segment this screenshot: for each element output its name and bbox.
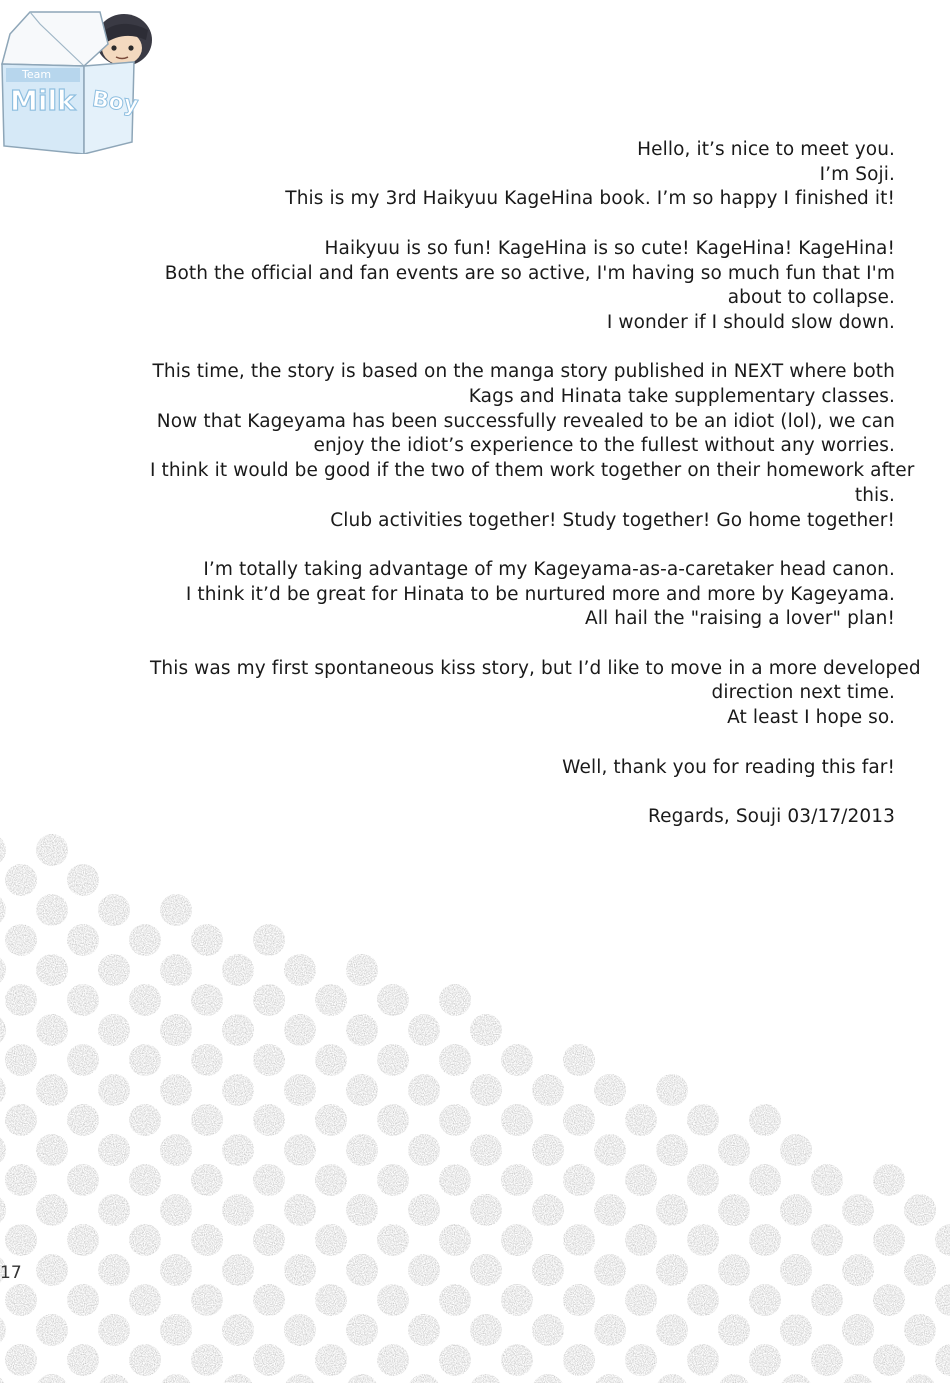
polka-dot	[501, 1044, 533, 1076]
polka-dot	[5, 984, 37, 1016]
polka-dot	[346, 1374, 378, 1383]
polka-dot	[315, 1164, 347, 1196]
polka-dot	[0, 1074, 6, 1106]
polka-dot	[470, 1314, 502, 1346]
paragraph-gap	[150, 731, 895, 756]
text-line: this.	[854, 484, 895, 506]
polka-dot	[346, 1254, 378, 1286]
polka-dot	[191, 1284, 223, 1316]
text-line: This is my 3rd Haikyuu KageHina book. I’m so happy I finished it!	[285, 188, 895, 210]
polka-dot	[470, 1194, 502, 1226]
polka-dot	[36, 1194, 68, 1226]
polka-dot	[873, 1224, 905, 1256]
polka-dot	[873, 1344, 905, 1376]
polka-dot	[160, 1314, 192, 1346]
polka-dot	[315, 1104, 347, 1136]
polka-dot	[904, 1374, 936, 1383]
paragraph-gap	[150, 780, 895, 805]
polka-dot	[532, 1314, 564, 1346]
polka-dot	[0, 1314, 6, 1346]
polka-dot	[811, 1284, 843, 1316]
polka-dot	[594, 1074, 626, 1106]
polka-dot	[160, 1134, 192, 1166]
polka-dot	[5, 864, 37, 896]
polka-dot	[377, 1284, 409, 1316]
polka-dot	[253, 984, 285, 1016]
polka-dot	[563, 1344, 595, 1376]
polka-dot	[160, 954, 192, 986]
polka-dot	[67, 1044, 99, 1076]
polka-dot	[98, 894, 130, 926]
polka-dot	[625, 1104, 657, 1136]
paragraph	[150, 360, 915, 533]
polka-dot	[98, 1254, 130, 1286]
polka-dot	[67, 864, 99, 896]
polka-dot	[253, 1164, 285, 1196]
polka-dot	[0, 1134, 6, 1166]
polka-dot	[904, 1194, 936, 1226]
polka-dot	[129, 1344, 161, 1376]
polka-dot	[98, 1014, 130, 1046]
polka-dot	[36, 1074, 68, 1106]
polka-dot	[67, 984, 99, 1016]
text-line: I’m totally taking advantage of my Kageyama-as-a-caretaker head canon.	[203, 558, 895, 580]
polka-dot	[36, 1254, 68, 1286]
polka-dot	[935, 1284, 950, 1316]
polka-dot	[594, 1314, 626, 1346]
polka-dot	[625, 1164, 657, 1196]
polka-dot	[408, 1134, 440, 1166]
paragraph-gap	[150, 336, 895, 361]
polka-dot	[5, 1224, 37, 1256]
polka-dot	[563, 1224, 595, 1256]
polka-dot	[408, 1194, 440, 1226]
polka-dot	[749, 1104, 781, 1136]
polka-dot	[439, 1164, 471, 1196]
polka-dot	[67, 1344, 99, 1376]
polka-dot	[656, 1134, 688, 1166]
polka-dot	[98, 1314, 130, 1346]
polka-dot	[36, 1374, 68, 1383]
text-line: Kags and Hinata take supplementary classes.	[468, 386, 895, 407]
polka-dot	[377, 984, 409, 1016]
polka-dot	[718, 1194, 750, 1226]
polka-dot	[873, 1284, 905, 1316]
polka-dot	[656, 1074, 688, 1106]
polka-dot	[408, 1014, 440, 1046]
polka-dot	[811, 1344, 843, 1376]
text-line: All hail the "raising a lover" plan!	[585, 608, 895, 630]
polka-dot	[780, 1314, 812, 1346]
polka-dot	[160, 1014, 192, 1046]
polka-dot	[563, 1284, 595, 1316]
text-line: about to collapse.	[727, 287, 895, 309]
polka-dot	[408, 1074, 440, 1106]
polka-dot	[594, 1254, 626, 1286]
polka-dot	[36, 1314, 68, 1346]
polka-dot	[5, 1104, 37, 1136]
polka-dot	[191, 984, 223, 1016]
polka-dot	[532, 1074, 564, 1106]
text-line: I wonder if I should slow down.	[606, 311, 895, 333]
polka-dot	[346, 1014, 378, 1046]
polka-dot	[222, 1314, 254, 1346]
polka-dot	[67, 924, 99, 956]
polka-dot	[67, 1284, 99, 1316]
polka-dot	[98, 1374, 130, 1383]
text-line: Club activities together! Study together! Go home together!	[330, 509, 895, 531]
polka-dot	[470, 1074, 502, 1106]
polka-dot	[222, 1194, 254, 1226]
polka-dot	[439, 984, 471, 1016]
polka-dot	[222, 1374, 254, 1383]
polka-dot	[284, 1074, 316, 1106]
polka-dot	[129, 924, 161, 956]
text-line: At least I hope so.	[727, 707, 895, 729]
polka-dot	[563, 1104, 595, 1136]
paragraph-gap	[150, 212, 895, 237]
polka-dot	[780, 1194, 812, 1226]
text-line: I’m Soji.	[819, 163, 895, 185]
polka-dot	[0, 954, 6, 986]
polka-dot	[780, 1254, 812, 1286]
polka-dot	[408, 1254, 440, 1286]
polka-dot	[625, 1224, 657, 1256]
polka-dot	[36, 894, 68, 926]
polka-dot	[377, 1044, 409, 1076]
paragraph	[150, 657, 921, 731]
polka-dot	[191, 1344, 223, 1376]
polka-dot	[439, 1104, 471, 1136]
polka-dot	[718, 1254, 750, 1286]
polka-dot	[718, 1134, 750, 1166]
polka-dot	[780, 1374, 812, 1383]
polka-dot	[563, 1044, 595, 1076]
page-number: 17	[0, 1263, 22, 1283]
polka-dot	[0, 1194, 6, 1226]
polka-dot	[5, 1344, 37, 1376]
polka-dot	[315, 1344, 347, 1376]
text-line: This was my first spontaneous kiss story, but I’d like to move in a more developed	[150, 657, 921, 679]
polka-dot	[222, 1134, 254, 1166]
polka-dot	[191, 1104, 223, 1136]
polka-dot	[253, 1344, 285, 1376]
polka-dot	[160, 894, 192, 926]
polka-dot	[439, 1044, 471, 1076]
polka-dot	[687, 1284, 719, 1316]
text-line: direction next time.	[711, 682, 895, 704]
polka-dot	[5, 1164, 37, 1196]
polka-dot	[718, 1314, 750, 1346]
polka-dot	[98, 1194, 130, 1226]
polka-dot	[811, 1164, 843, 1196]
polka-dot	[5, 1284, 37, 1316]
text-line: I think it’d be great for Hinata to be nurtured more and more by Kageyama.	[185, 583, 895, 605]
polka-dot	[0, 834, 6, 866]
polka-dot	[439, 1344, 471, 1376]
polka-dot	[439, 1224, 471, 1256]
polka-dot	[935, 1224, 950, 1256]
polka-dot	[377, 1164, 409, 1196]
polka-dot	[532, 1134, 564, 1166]
polka-dot	[129, 984, 161, 1016]
polka-dot	[222, 1014, 254, 1046]
polka-dot	[284, 954, 316, 986]
team-milk-boy-logo	[0, 4, 160, 154]
polka-dot	[935, 1344, 950, 1376]
polka-dot	[408, 1314, 440, 1346]
polka-dot	[501, 1164, 533, 1196]
polka-dot	[98, 1074, 130, 1106]
paragraph	[150, 558, 895, 632]
polka-dot	[284, 1374, 316, 1383]
polka-dot	[780, 1134, 812, 1166]
polka-dot	[160, 1374, 192, 1383]
polka-dot	[904, 1314, 936, 1346]
polka-dot	[222, 1074, 254, 1106]
polka-dot	[873, 1164, 905, 1196]
polka-dot	[749, 1224, 781, 1256]
polka-dot	[129, 1164, 161, 1196]
polka-dot	[5, 924, 37, 956]
afterword-text	[150, 138, 921, 830]
polka-dot	[67, 1164, 99, 1196]
polka-dot	[749, 1344, 781, 1376]
polka-dot	[594, 1134, 626, 1166]
polka-dot	[284, 1314, 316, 1346]
polka-dot	[253, 924, 285, 956]
text-line: I think it would be good if the two of them work together on their homework after	[150, 460, 915, 482]
polka-dot	[346, 1194, 378, 1226]
polka-dot	[625, 1344, 657, 1376]
polka-dot	[439, 1284, 471, 1316]
text-line: Regards, Souji 03/17/2013	[648, 805, 895, 827]
polka-dot	[253, 1104, 285, 1136]
paragraph-gap	[150, 632, 895, 657]
polka-dot	[749, 1284, 781, 1316]
polka-dot	[0, 1374, 6, 1383]
polka-dot	[656, 1314, 688, 1346]
polka-dot	[36, 1134, 68, 1166]
polka-dot	[284, 1014, 316, 1046]
polka-dot	[811, 1224, 843, 1256]
polka-dot	[129, 1224, 161, 1256]
polka-dot	[0, 894, 6, 926]
polka-dot	[129, 1284, 161, 1316]
text-line: enjoy the idiot’s experience to the fullest without any worries.	[313, 435, 895, 457]
polka-dot	[222, 1254, 254, 1286]
polka-dot	[408, 1374, 440, 1383]
polka-dot	[315, 1284, 347, 1316]
polka-dot	[284, 1194, 316, 1226]
text-line: Well, thank you for reading this far!	[562, 756, 895, 778]
polka-dot	[36, 834, 68, 866]
polka-dot	[191, 1224, 223, 1256]
polka-dot	[470, 1134, 502, 1166]
polka-dot	[5, 1044, 37, 1076]
polka-dot	[501, 1284, 533, 1316]
polka-dot	[377, 1104, 409, 1136]
polka-dot	[563, 1164, 595, 1196]
polka-dot	[315, 1224, 347, 1256]
polka-dot	[377, 1224, 409, 1256]
polka-dot	[160, 1254, 192, 1286]
polka-dot	[129, 1044, 161, 1076]
polka-dot	[470, 1254, 502, 1286]
polka-dot	[842, 1374, 874, 1383]
polka-dot	[501, 1344, 533, 1376]
polka-dot	[656, 1374, 688, 1383]
polka-dot	[253, 1284, 285, 1316]
polka-dot	[98, 954, 130, 986]
logo-milk-text: Milk	[10, 84, 76, 117]
logo-boy-text: Boy	[90, 86, 140, 119]
polka-dot	[842, 1254, 874, 1286]
polka-dot	[253, 1044, 285, 1076]
polka-dot	[718, 1374, 750, 1383]
polka-dot	[904, 1254, 936, 1286]
polka-dot	[346, 1134, 378, 1166]
text-line: Haikyuu is so fun! KageHina is so cute! KageHina! KageHina!	[324, 237, 895, 259]
polka-dot	[656, 1254, 688, 1286]
polka-dot	[98, 1134, 130, 1166]
polka-dot	[67, 1104, 99, 1136]
polka-dot	[67, 1224, 99, 1256]
polka-dot	[625, 1284, 657, 1316]
paragraph	[150, 805, 895, 830]
paragraph	[150, 756, 895, 781]
polka-dot	[160, 1074, 192, 1106]
polka-dot	[36, 1014, 68, 1046]
polka-dot	[470, 1014, 502, 1046]
polka-dot	[253, 1224, 285, 1256]
polka-dot	[501, 1224, 533, 1256]
polka-dot	[470, 1374, 502, 1383]
polka-dot	[191, 1044, 223, 1076]
text-line: This time, the story is based on the manga story published in NEXT where both	[152, 361, 895, 383]
polka-dot	[284, 1254, 316, 1286]
polka-dot	[222, 954, 254, 986]
polka-dot	[160, 1194, 192, 1226]
polka-dot	[842, 1194, 874, 1226]
polka-dot	[687, 1344, 719, 1376]
polka-dot	[656, 1194, 688, 1226]
polka-dot	[501, 1104, 533, 1136]
polka-dot	[687, 1224, 719, 1256]
polka-dot	[377, 1344, 409, 1376]
polka-dot	[749, 1164, 781, 1196]
polka-dot	[36, 954, 68, 986]
polka-dot	[594, 1374, 626, 1383]
polka-dot	[346, 954, 378, 986]
polka-dot	[842, 1314, 874, 1346]
paragraph-gap	[150, 533, 895, 558]
text-line: Hello, it’s nice to meet you.	[637, 139, 895, 160]
polka-dot	[346, 1074, 378, 1106]
polka-dot	[687, 1164, 719, 1196]
polka-dot	[191, 924, 223, 956]
text-line: Now that Kageyama has been successfully revealed to be an idiot (lol), we can	[156, 410, 895, 432]
polka-dot	[0, 1014, 6, 1046]
logo-team-text: Team	[22, 68, 52, 81]
polka-dot	[532, 1194, 564, 1226]
polka-dot	[191, 1164, 223, 1196]
polka-dot	[315, 1044, 347, 1076]
polka-dot	[346, 1314, 378, 1346]
polka-dot	[594, 1194, 626, 1226]
text-line: Both the official and fan events are so active, I'm having so much fun that I'm	[164, 262, 895, 284]
polka-dot	[129, 1104, 161, 1136]
paragraph	[150, 237, 895, 336]
polka-dot	[532, 1374, 564, 1383]
polka-dot	[687, 1104, 719, 1136]
polka-dot	[532, 1254, 564, 1286]
polka-dot	[315, 984, 347, 1016]
polka-dot	[284, 1134, 316, 1166]
paragraph	[150, 138, 895, 212]
